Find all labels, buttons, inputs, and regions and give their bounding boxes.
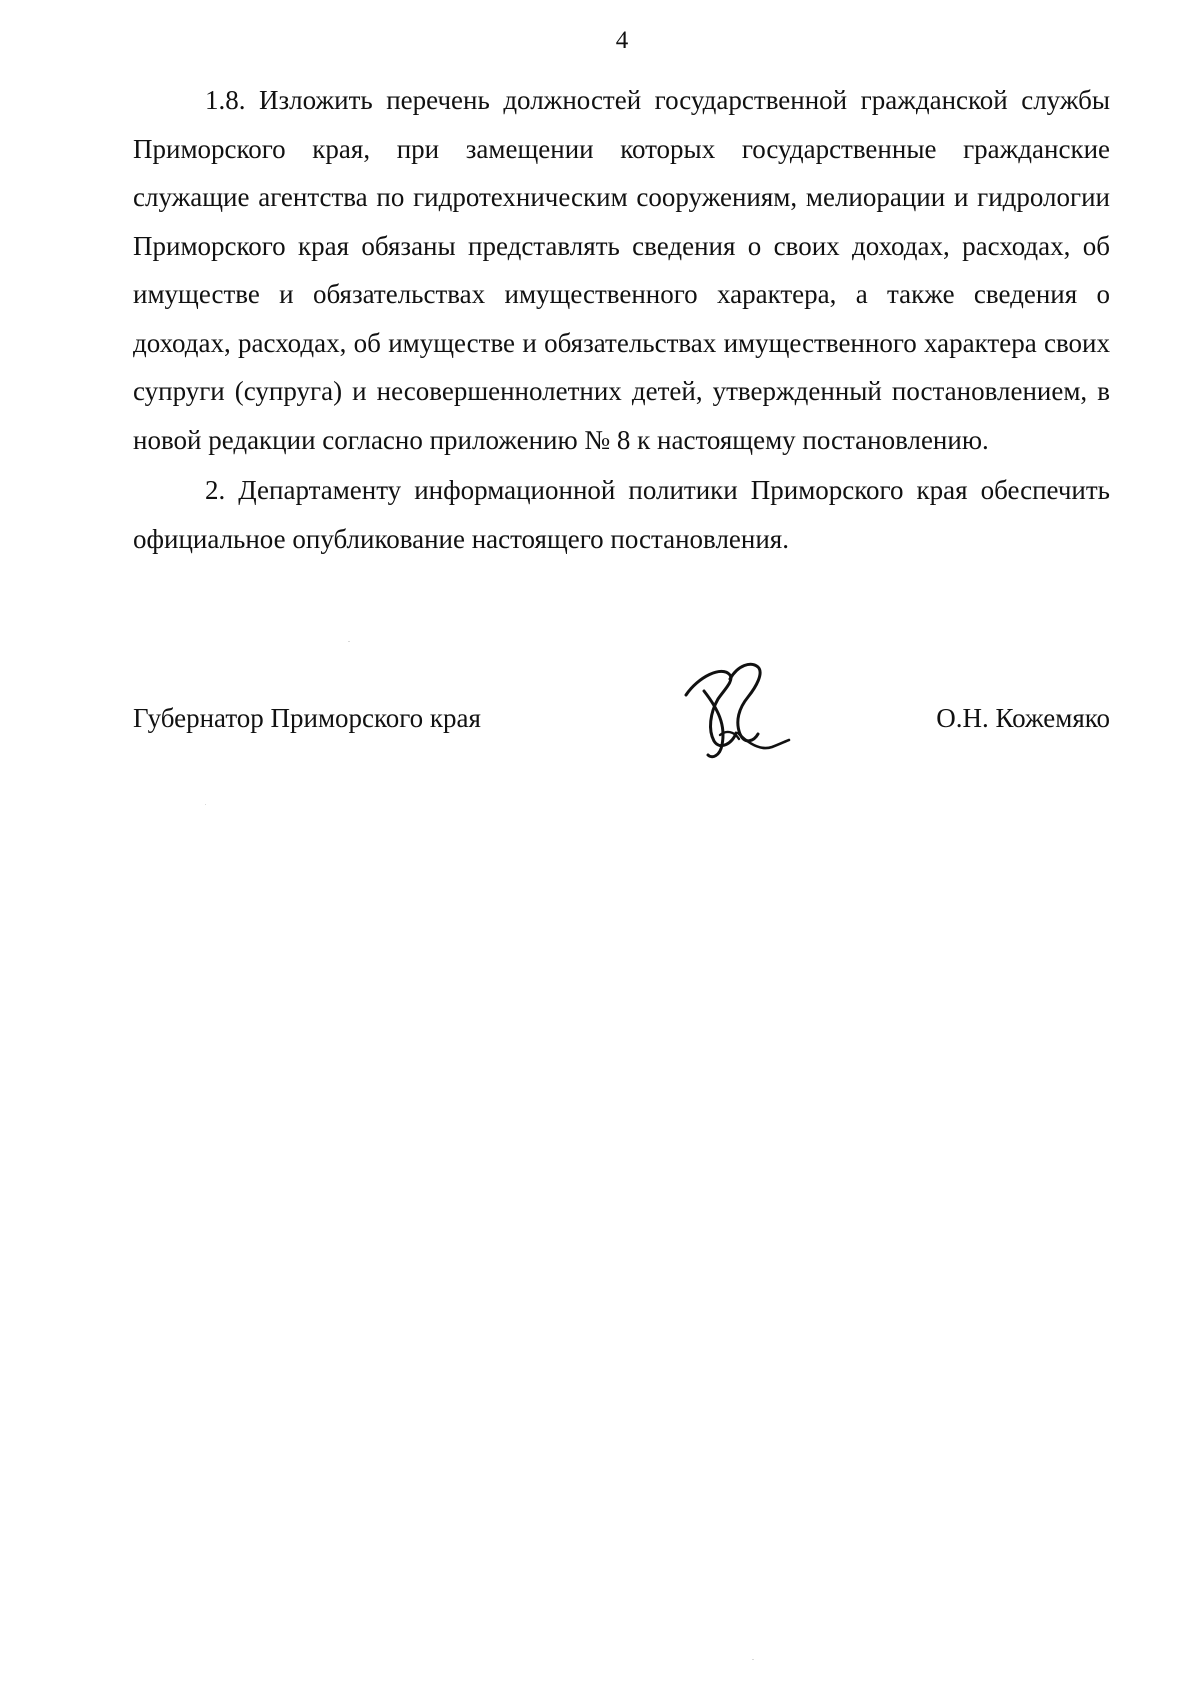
scan-artifact xyxy=(348,641,350,642)
scan-artifact xyxy=(205,804,206,805)
signatory-name: О.Н. Кожемяко xyxy=(936,703,1110,733)
page-number: 4 xyxy=(615,27,629,54)
handwritten-signature-icon xyxy=(668,655,790,767)
paragraph-1-8: 1.8. Изложить перечень должностей государственной гражданской службы Приморского края, при замещении которых государственные гражданские служащие агентства по гидротехническим сооружениям, мелиорации и гидрологии Приморского края обязаны представлять сведения о своих доходах, расходах, об имуществе и обязательствах имущественного характера, а также сведения о доходах, расходах, об имуществе и обязательствах имущественного характера своих супруги (супруга) и несовершеннолетних детей, утвержденный постановлением, в новой редакции согласно приложению № 8 к настоящему постановлению. xyxy=(133,85,1110,455)
document-body xyxy=(133,76,1110,563)
signatory-title: Губернатор Приморского края xyxy=(133,703,481,733)
paragraph-2: 2. Департаменту информационной политики Приморского края обеспечить официальное опубликование настоящего постановления. xyxy=(133,475,1110,554)
signature-drawing xyxy=(668,655,790,767)
scan-artifact xyxy=(752,1659,754,1660)
